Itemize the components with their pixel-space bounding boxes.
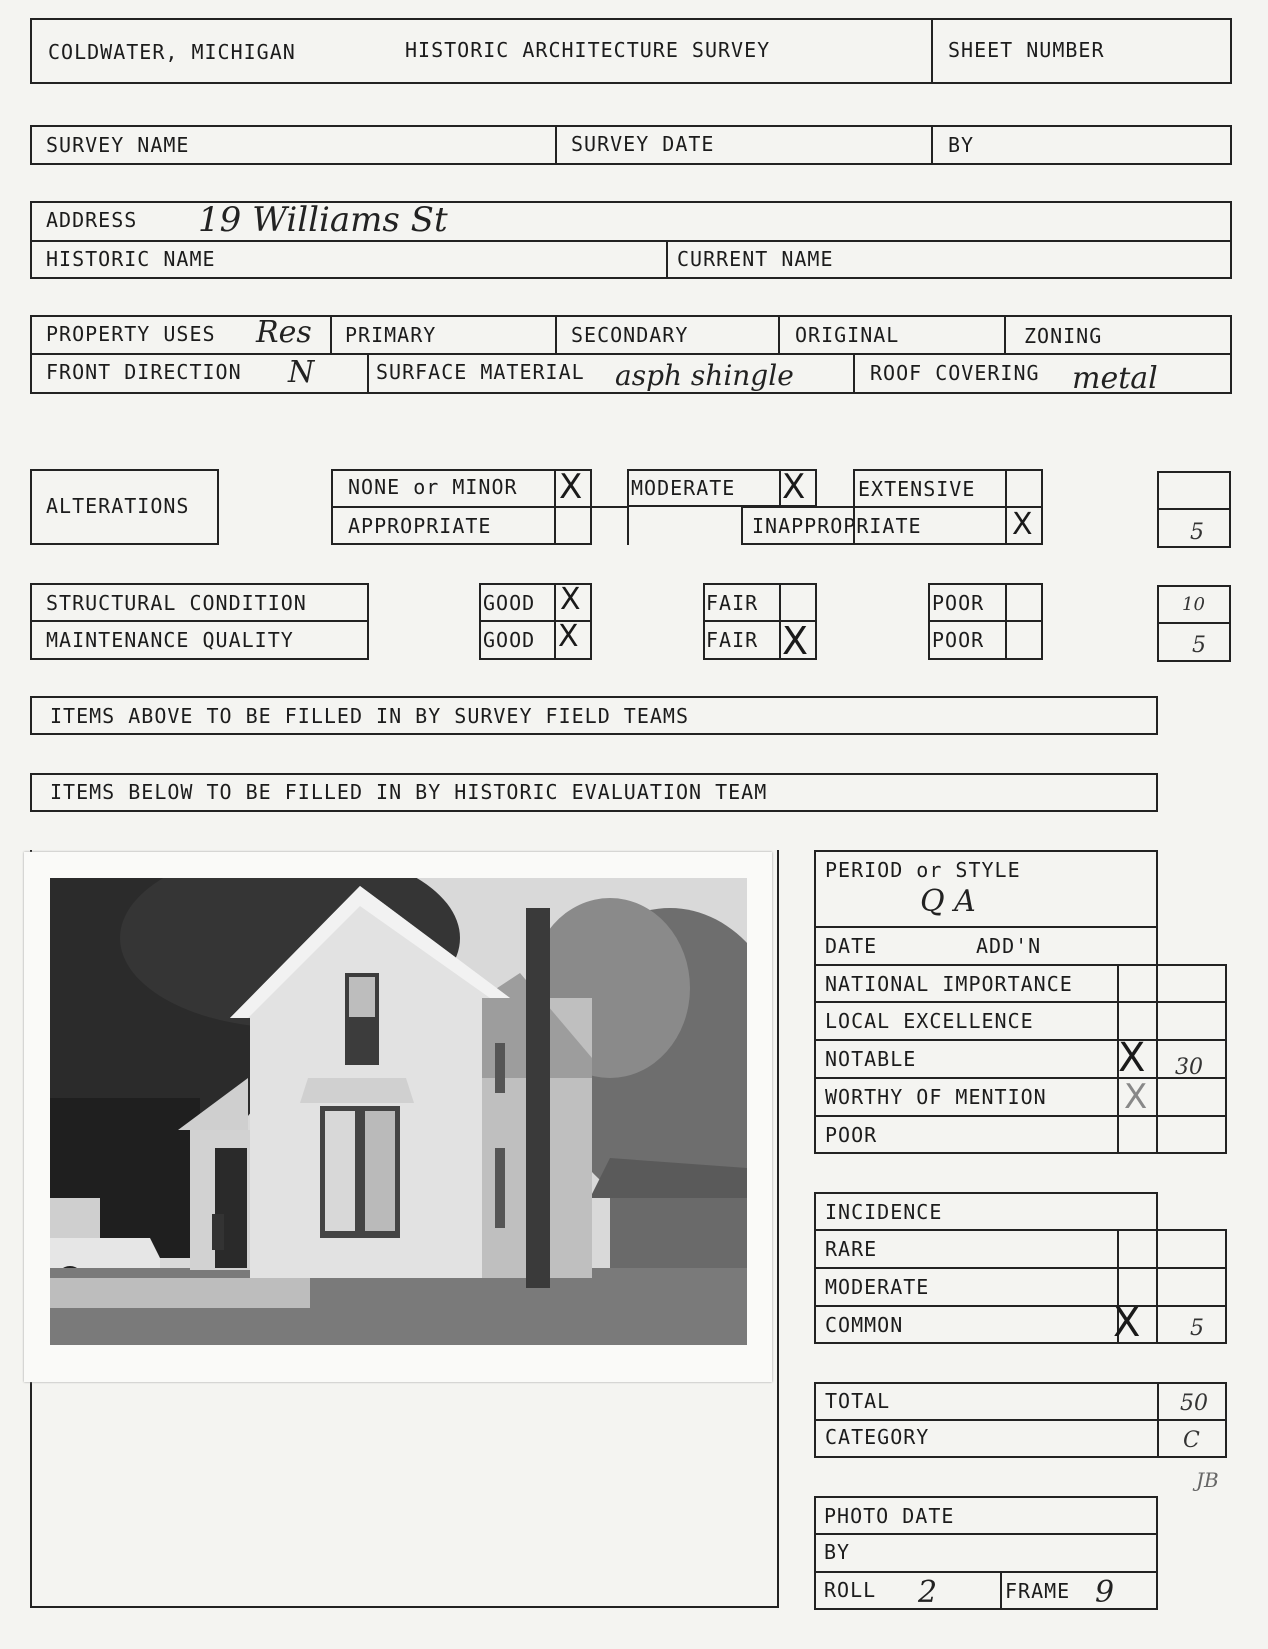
property-uses-label: PROPERTY USES: [46, 322, 216, 346]
roof-covering-value: metal: [1072, 361, 1158, 396]
eval-divider-2: [814, 964, 1227, 966]
survey-divider-1: [555, 125, 557, 165]
below-note: ITEMS BELOW TO BE FILLED IN BY HISTORIC EVALUATION TEAM: [50, 780, 768, 804]
property-uses-value: Res: [256, 315, 312, 350]
fair-check-divider: [779, 583, 781, 660]
structural-good-label: GOOD: [483, 591, 536, 615]
incidence-divider-3: [814, 1305, 1227, 1307]
poor-label: POOR: [825, 1123, 878, 1147]
header-divider: [931, 18, 933, 84]
sheet-number-label: SHEET NUMBER: [948, 38, 1105, 62]
survey-name-label: SURVEY NAME: [46, 133, 190, 157]
addn-label: ADD'N: [976, 934, 1042, 958]
total-label: TOTAL: [825, 1389, 891, 1413]
property-divider-6: [853, 353, 855, 394]
survey-date-label: SURVEY DATE: [571, 132, 715, 156]
moderate-mark: X: [782, 467, 806, 507]
incidence-divider-2: [814, 1267, 1227, 1269]
alteration-row-divider-2: [741, 506, 1043, 508]
condition-score-divider: [1157, 622, 1231, 624]
front-direction-value: N: [288, 355, 315, 390]
alteration-check-divider-1: [554, 469, 556, 545]
category-label: CATEGORY: [825, 1425, 930, 1449]
structural-condition-label: STRUCTURAL CONDITION: [46, 591, 307, 615]
date-label: DATE: [825, 934, 878, 958]
historic-name-label: HISTORIC NAME: [46, 247, 216, 271]
alterations-score: 5: [1190, 520, 1204, 545]
extensive-label: EXTENSIVE: [858, 477, 976, 501]
zoning-label: ZONING: [1024, 324, 1103, 348]
maintenance-poor-label: POOR: [932, 628, 985, 652]
address-row-divider: [30, 240, 1232, 242]
worthy-of-mention-label: WORTHY OF MENTION: [825, 1085, 1047, 1109]
maintenance-score: 5: [1192, 633, 1206, 658]
property-divider-5: [367, 353, 369, 394]
inappropriate-mark: X: [1012, 507, 1033, 542]
roll-value: 2: [918, 1575, 938, 1610]
frame-label: FRAME: [1005, 1579, 1071, 1603]
eval-divider-4: [814, 1039, 1227, 1041]
eval-divider-5: [814, 1077, 1227, 1079]
totals-value-divider: [1157, 1382, 1159, 1458]
poor-check-divider: [1005, 583, 1007, 660]
photo-info-divider-2: [814, 1571, 1158, 1573]
original-label: ORIGINAL: [795, 323, 900, 347]
none-minor-label: NONE or MINOR: [348, 475, 518, 499]
structural-good-mark: X: [560, 582, 581, 617]
maintenance-fair-mark: X: [782, 619, 809, 663]
eval-divider-6: [814, 1115, 1227, 1117]
house-photograph: [50, 878, 747, 1345]
local-excellence-label: LOCAL EXCELLENCE: [825, 1009, 1034, 1033]
roll-label: ROLL: [824, 1578, 877, 1602]
property-divider-3: [778, 315, 780, 354]
photo-date-label: PHOTO DATE: [824, 1504, 955, 1528]
appropriate-label: APPROPRIATE: [348, 514, 492, 538]
totals-divider: [814, 1419, 1227, 1421]
maintenance-quality-label: MAINTENANCE QUALITY: [46, 628, 294, 652]
incidence-moderate-label: MODERATE: [825, 1275, 930, 1299]
property-divider-4: [1004, 315, 1006, 354]
period-style-value: Q A: [920, 884, 976, 919]
notable-mark: X: [1118, 1035, 1146, 1081]
total-value: 50: [1180, 1391, 1208, 1416]
photo-by-label: BY: [824, 1540, 851, 1564]
surface-material-value: asph shingle: [615, 359, 794, 392]
alteration-row-divider-1: [331, 506, 627, 508]
national-importance-label: NATIONAL IMPORTANCE: [825, 972, 1073, 996]
form-title: HISTORIC ARCHITECTURE SURVEY: [405, 38, 771, 62]
maintenance-fair-label: FAIR: [706, 628, 759, 652]
none-minor-mark: X: [559, 467, 583, 507]
worthy-mark: X: [1124, 1077, 1148, 1117]
category-value: C: [1183, 1428, 1200, 1453]
alteration-inappropriate-bottom: [741, 543, 855, 545]
name-divider: [666, 240, 668, 279]
secondary-label: SECONDARY: [571, 323, 689, 347]
eval-divider-1: [814, 926, 1158, 928]
common-mark: X: [1113, 1300, 1141, 1346]
surface-material-label: SURFACE MATERIAL: [376, 360, 585, 384]
primary-label: PRIMARY: [345, 323, 437, 347]
roll-frame-divider: [1000, 1571, 1002, 1610]
notable-label: NOTABLE: [825, 1047, 917, 1071]
condition-label-divider: [30, 620, 369, 622]
front-direction-label: FRONT DIRECTION: [46, 360, 242, 384]
notable-score: 30: [1175, 1055, 1203, 1080]
rare-label: RARE: [825, 1237, 878, 1261]
address-label: ADDRESS: [46, 208, 138, 232]
eval-divider-3: [814, 1001, 1227, 1003]
city-label: COLDWATER, MICHIGAN: [48, 40, 296, 64]
survey-by-label: BY: [948, 133, 975, 157]
property-divider-2: [555, 315, 557, 354]
period-style-label: PERIOD or STYLE: [825, 858, 1021, 882]
incidence-label: INCIDENCE: [825, 1200, 943, 1224]
above-note: ITEMS ABOVE TO BE FILLED IN BY SURVEY FIELD TEAMS: [50, 704, 690, 728]
alteration-check-divider-3: [1005, 469, 1007, 545]
roof-covering-label: ROOF COVERING: [870, 361, 1040, 385]
alteration-inappropriate-left: [741, 506, 743, 545]
inappropriate-label: INAPPROPRIATE: [752, 514, 922, 538]
alterations-score-divider: [1157, 508, 1231, 510]
poor-divider: [928, 620, 1043, 622]
evaluator-initials: JB: [1196, 1468, 1219, 1492]
maintenance-good-mark: X: [558, 619, 579, 654]
common-label: COMMON: [825, 1313, 904, 1337]
maintenance-good-label: GOOD: [483, 628, 536, 652]
common-score: 5: [1190, 1316, 1204, 1341]
alteration-check-divider-1b: [627, 506, 629, 545]
structural-score: 10: [1182, 594, 1205, 615]
good-check-divider: [554, 583, 556, 660]
moderate-label: MODERATE: [631, 476, 736, 500]
incidence-divider-1: [814, 1229, 1227, 1231]
photo-info-divider-1: [814, 1533, 1158, 1535]
alterations-label: ALTERATIONS: [46, 494, 190, 518]
survey-divider-2: [931, 125, 933, 165]
address-value: 19 Williams St: [198, 200, 448, 240]
property-row-divider: [30, 353, 1232, 355]
current-name-label: CURRENT NAME: [677, 247, 834, 271]
property-divider-1: [330, 315, 332, 354]
structural-fair-label: FAIR: [706, 591, 759, 615]
frame-value: 9: [1095, 1575, 1115, 1610]
structural-poor-label: POOR: [932, 591, 985, 615]
alteration-check-divider-2: [779, 469, 781, 507]
